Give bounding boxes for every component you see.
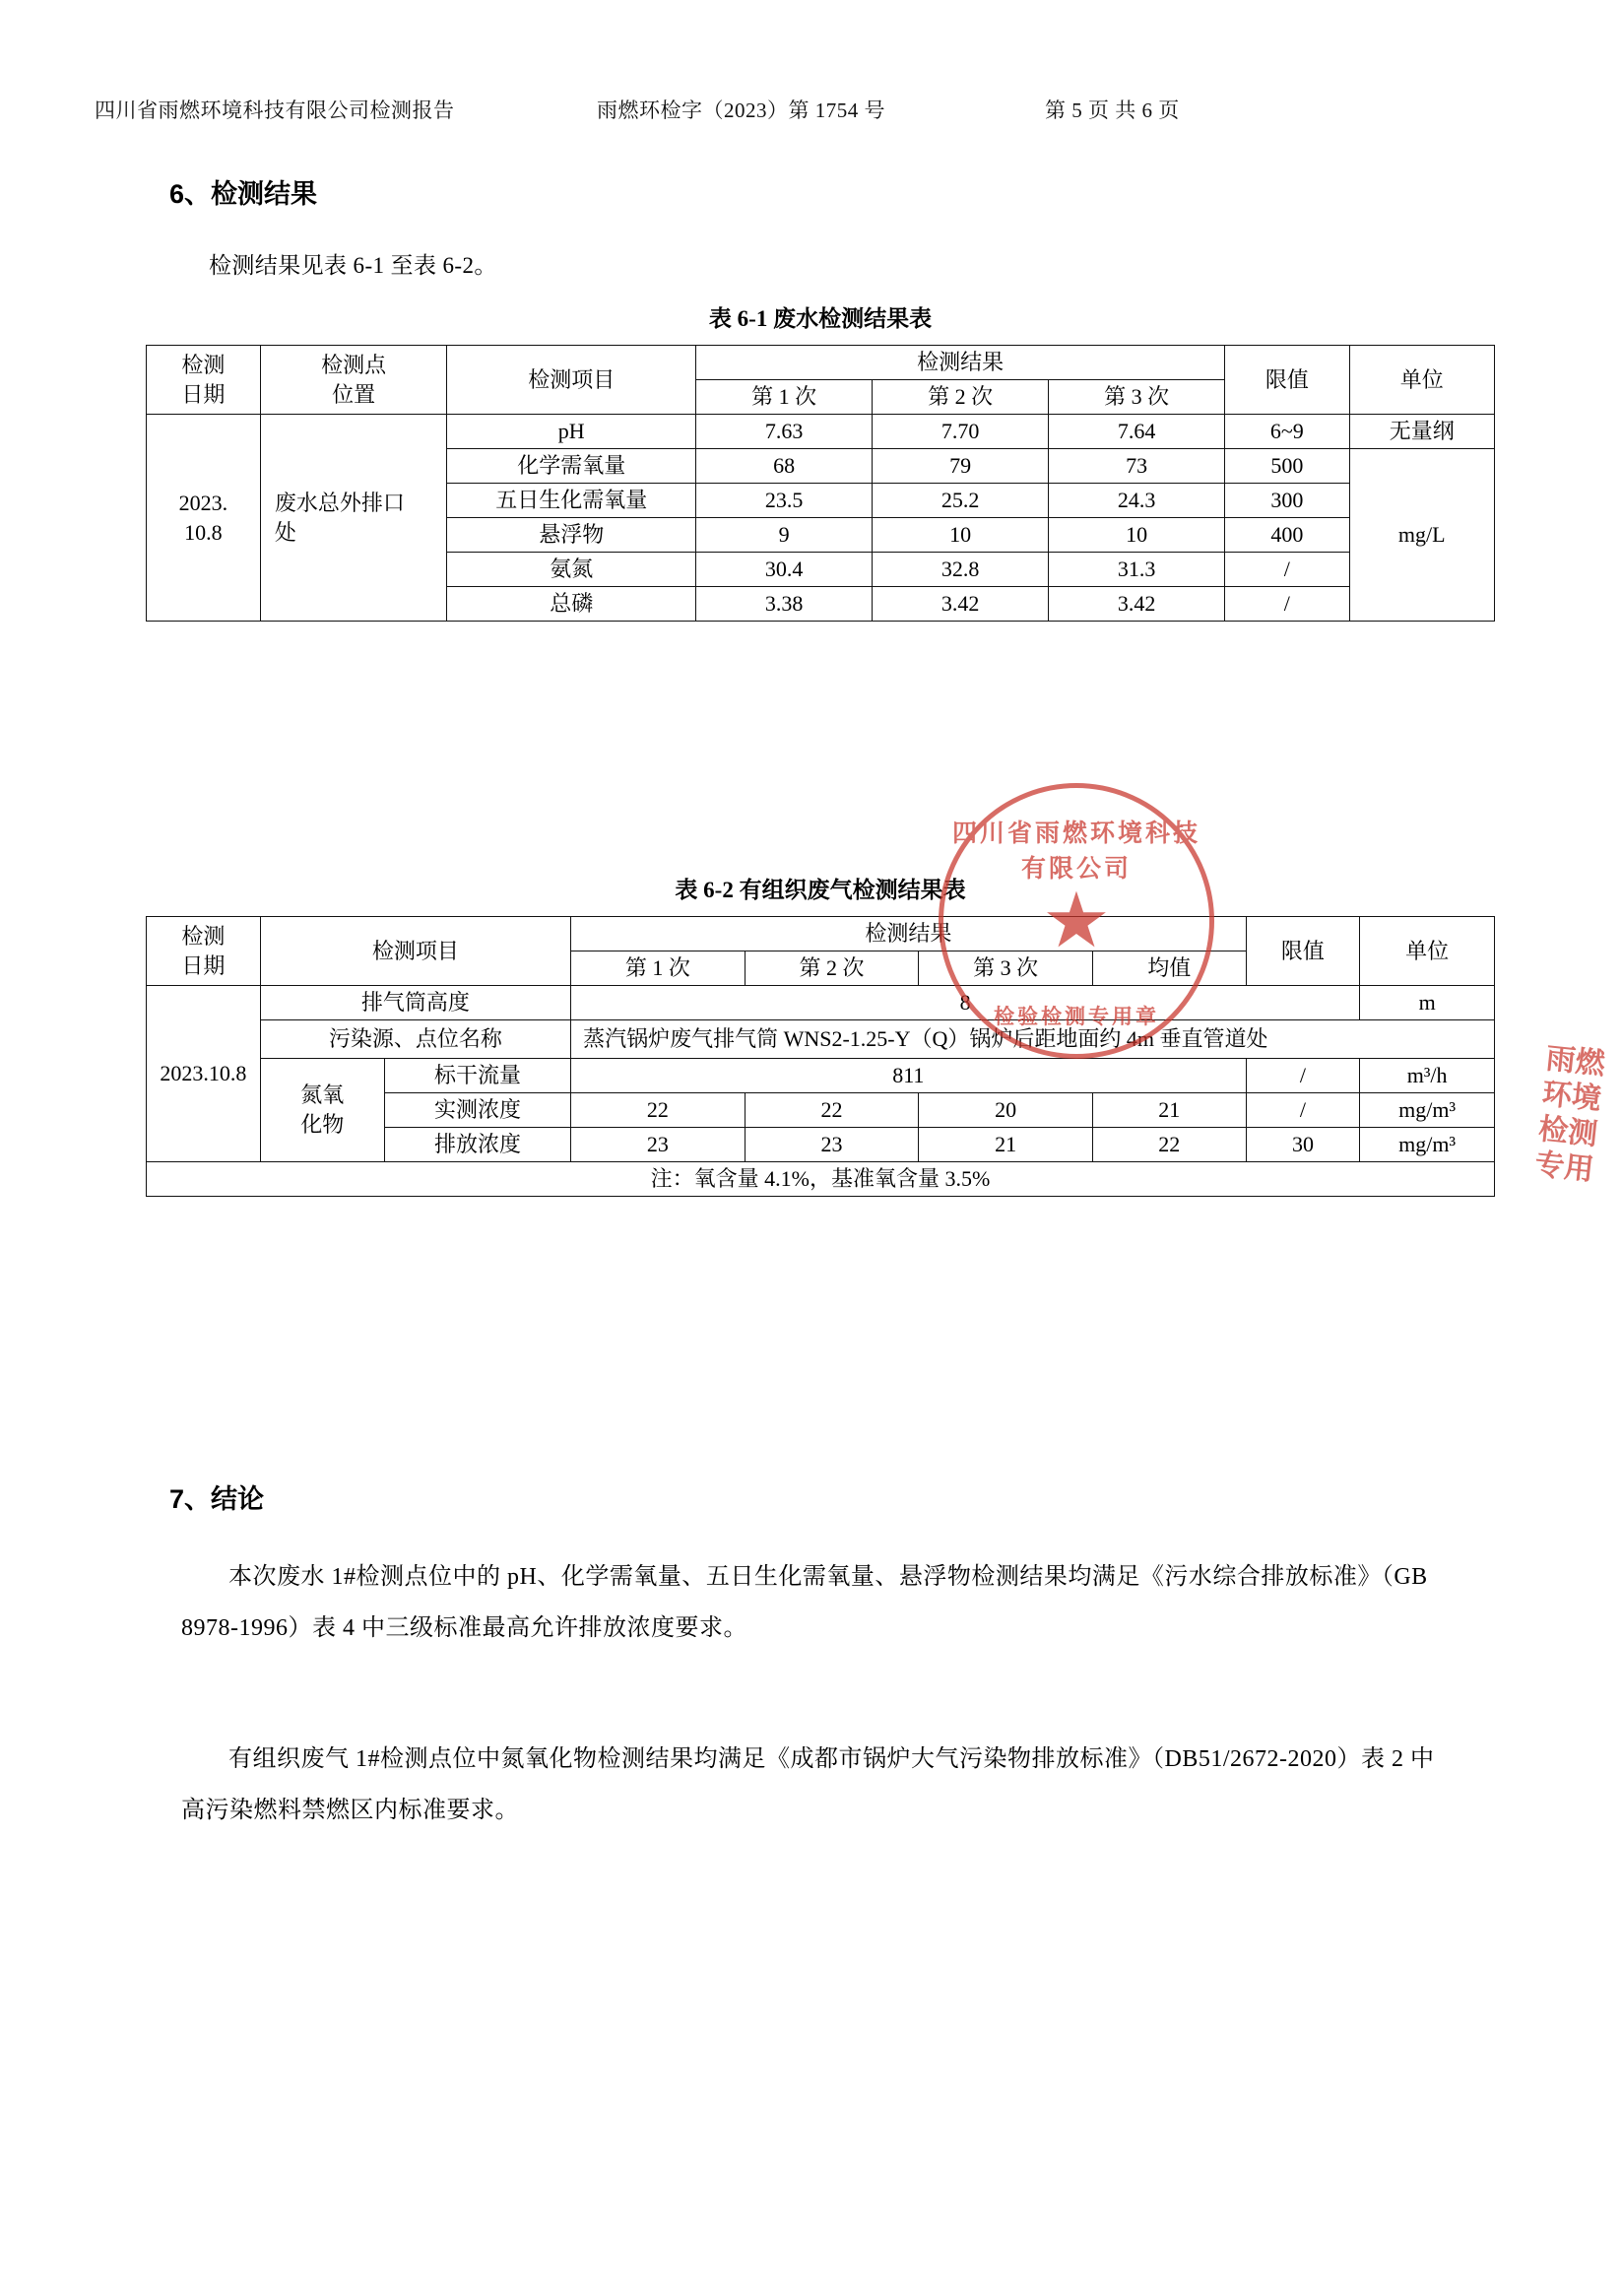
cell-point: 废水总外排口 处 [260,415,447,622]
cell-result-2: 79 [873,449,1049,484]
cell-group-label: 氮氧 化物 [260,1059,384,1162]
cell-result-3: 24.3 [1049,484,1225,518]
table-6-1-caption: 表 6-1 废水检测结果表 [708,306,933,331]
cell-result-2: 3.42 [873,587,1049,622]
table-row [147,1020,1495,1059]
cell-emission-limit: 30 [1246,1128,1360,1162]
cell-unit-ph: 无量纲 [1349,415,1494,449]
table-row-note [147,1162,1495,1197]
cell-limit: 6~9 [1225,415,1349,449]
th-result-avg: 均值 [1093,951,1247,986]
cell-measured-1: 22 [571,1093,746,1128]
table-6-1 [146,345,1495,622]
section-6-title: 6、检测结果 [169,179,318,209]
table-row-header [147,346,1495,380]
th-item: 检测项目 [447,346,696,415]
cell-measured-unit: mg/m³ [1360,1093,1495,1128]
cell-measured-limit: / [1246,1093,1360,1128]
th-result-2: 第 2 次 [873,380,1049,415]
cell-item: pH [447,415,696,449]
table-row [147,1059,1495,1093]
th-point: 检测点 位置 [260,346,447,415]
th-result-3: 第 3 次 [919,951,1093,986]
th-result-1: 第 1 次 [571,951,746,986]
cell-stack-height-value: 8 [571,986,1360,1020]
th-date: 检测 日期 [147,346,261,415]
cell-result-1: 7.63 [696,415,873,449]
cell-item: 氨氮 [447,553,696,587]
cell-result-2: 25.2 [873,484,1049,518]
cell-flow-unit: m³/h [1360,1059,1495,1093]
cell-result-3: 7.64 [1049,415,1225,449]
cell-limit: / [1225,553,1349,587]
star-icon: ★ [1042,878,1111,963]
side-seal-text: 雨燃环境检测专用 [1532,1042,1607,1187]
cell-date: 2023. 10.8 [147,415,261,622]
table-6-2 [146,916,1495,1197]
cell-note: 注：氧含量 4.1%，基准氧含量 3.5% [147,1162,1495,1197]
th-unit: 单位 [1360,917,1495,986]
cell-flow-value: 811 [571,1059,1247,1093]
cell-limit: 500 [1225,449,1349,484]
cell-result-1: 23.5 [696,484,873,518]
cell-item: 化学需氧量 [447,449,696,484]
cell-source-label: 污染源、点位名称 [260,1020,570,1059]
th-unit: 单位 [1349,346,1494,415]
cell-result-2: 7.70 [873,415,1049,449]
cell-emission-3: 21 [919,1128,1093,1162]
stamp-top-text: 四川省雨燃环境科技有限公司 [951,820,1200,883]
cell-result-3: 31.3 [1049,553,1225,587]
conclusion-paragraph-2: 有组织废气 1#检测点位中氮氧化物检测结果均满足《成都市锅炉大气污染物排放标准》（DB51/2672-2020）表 2 中高污染燃料禁燃区内标准要求。 [181,1746,1435,1823]
cell-item: 五日生化需氧量 [447,484,696,518]
cell-result-1: 9 [696,518,873,553]
cell-item: 总磷 [447,587,696,622]
header-page-number: 第 5 页 共 6 页 [1045,98,1180,122]
cell-limit: 300 [1225,484,1349,518]
cell-unit-mgl: mg/L [1349,449,1494,622]
cell-limit: 400 [1225,518,1349,553]
cell-emission-unit: mg/m³ [1360,1128,1495,1162]
header-company-title: 四川省雨燃环境科技有限公司检测报告 [95,98,455,122]
table-row [147,415,1495,449]
cell-result-2: 32.8 [873,553,1049,587]
cell-result-3: 73 [1049,449,1225,484]
stamp-bottom-text: 检验检测专用章 [994,1006,1159,1028]
cell-flow-limit: / [1246,1059,1360,1093]
cell-result-3: 10 [1049,518,1225,553]
cell-result-1: 30.4 [696,553,873,587]
cell-emission-avg: 22 [1093,1128,1247,1162]
cell-stack-height-label: 排气筒高度 [260,986,570,1020]
table-row-header [147,917,1495,951]
header-report-number: 雨燃环检字（2023）第 1754 号 [597,98,885,122]
section-7-title: 7、结论 [169,1484,265,1514]
th-result-1: 第 1 次 [696,380,873,415]
th-date: 检测 日期 [147,917,261,986]
cell-item: 悬浮物 [447,518,696,553]
cell-source-value: 蒸汽锅炉废气排气筒 WNS2-1.25-Y（Q）锅炉后距地面约 4m 垂直管道处 [571,1020,1495,1059]
cell-emission-1: 23 [571,1128,746,1162]
th-limit: 限值 [1246,917,1360,986]
cell-result-1: 3.38 [696,587,873,622]
cell-stack-height-unit: m [1360,986,1495,1020]
table-6-2-caption: 表 6-2 有组织废气检测结果表 [675,878,966,902]
cell-measured-3: 20 [919,1093,1093,1128]
conclusion-paragraph-1: 本次废水 1#检测点位中的 pH、化学需氧量、五日生化需氧量、悬浮物检测结果均满足《污水综合排放标准》（GB 8978-1996）表 4 中三级标准最高允许排放浓度要求。 [181,1564,1428,1641]
cell-measured-avg: 21 [1093,1093,1247,1128]
th-item: 检测项目 [260,917,570,986]
page-content [146,0,1495,2296]
cell-result-3: 3.42 [1049,587,1225,622]
th-result-2: 第 2 次 [745,951,919,986]
table-row [147,986,1495,1020]
cell-result-2: 10 [873,518,1049,553]
cell-limit: / [1225,587,1349,622]
cell-emission-2: 23 [745,1128,919,1162]
cell-measured-2: 22 [745,1093,919,1128]
section-6-intro: 检测结果见表 6-1 至表 6-2。 [209,253,497,278]
th-results: 检测结果 [696,346,1225,380]
th-results: 检测结果 [571,917,1247,951]
th-result-3: 第 3 次 [1049,380,1225,415]
cell-flow-label: 标干流量 [384,1059,570,1093]
cell-date: 2023.10.8 [147,986,261,1162]
th-limit: 限值 [1225,346,1349,415]
cell-measured-label: 实测浓度 [384,1093,570,1128]
cell-result-1: 68 [696,449,873,484]
cell-emission-label: 排放浓度 [384,1128,570,1162]
